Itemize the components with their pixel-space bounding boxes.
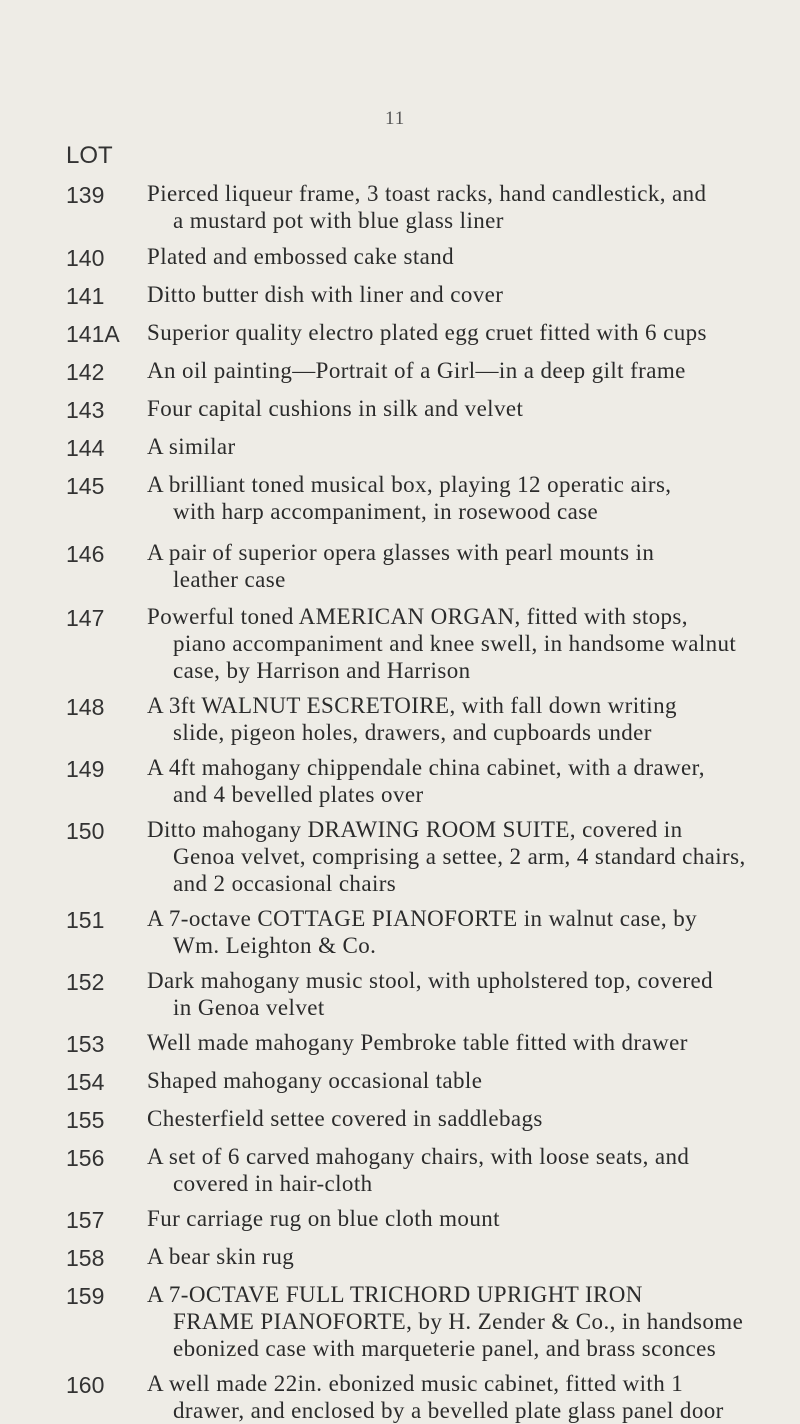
lot-number: 153 (66, 1031, 105, 1057)
lot-number: 143 (66, 397, 105, 423)
lot-description: Plated and embossed cake stand (147, 244, 455, 269)
page-number: 11 (385, 108, 406, 129)
lot-description: Chesterfield settee covered in saddlebags (147, 1106, 543, 1131)
lot-description-continuation: Wm. Leighton & Co. (173, 933, 377, 958)
lot-description-continuation: and 4 bevelled plates over (173, 782, 424, 807)
lot-description-first-line: A pair of superior opera glasses with pearl mounts in (147, 540, 655, 565)
lot-description-continuation: a mustard pot with blue glass liner (173, 208, 504, 233)
lot-number: 156 (66, 1145, 105, 1171)
lot-description-continuation: drawer, and enclosed by a bevelled plate glass panel door (173, 1398, 724, 1423)
lot-number: 157 (66, 1207, 105, 1233)
lot-number: 144 (66, 435, 105, 461)
lot-entry (0, 1205, 800, 1239)
lot-description (147, 1370, 782, 1424)
lot-entry (0, 754, 800, 808)
lot-number: 150 (66, 818, 105, 844)
lot-description-first-line: A 3ft WALNUT ESCRETOIRE, with fall down writing (147, 693, 677, 718)
lot-entry (0, 243, 800, 277)
lot-entry (0, 180, 800, 234)
lot-entry (0, 1143, 800, 1197)
lot-number: 158 (66, 1245, 105, 1271)
lot-entry (0, 319, 800, 353)
lot-description-first-line: A set of 6 carved mahogany chairs, with loose seats, and (147, 1144, 690, 1169)
lot-description: Well made mahogany Pembroke table fitted with drawer (147, 1030, 688, 1055)
lot-description-first-line: A 7-octave COTTAGE PIANOFORTE in walnut case, by (147, 906, 697, 931)
lot-entry (0, 1029, 800, 1063)
lot-description-first-line: A well made 22in. ebonized music cabinet, fitted with 1 (147, 1371, 684, 1396)
lot-description: An oil painting—Portrait of a Girl—in a deep gilt frame (147, 358, 686, 383)
lot-entry (0, 395, 800, 429)
lot-entry (0, 539, 800, 593)
lot-entry (0, 1281, 800, 1362)
lot-entry (0, 1243, 800, 1277)
lot-description (147, 967, 782, 1021)
lot-description-continuation: with harp accompaniment, in rosewood case (173, 499, 599, 524)
lot-list (0, 180, 800, 1424)
lot-description-continuation: FRAME PIANOFORTE, by H. Zender & Co., in handsome ebonized case with marqueterie panel, and brass sconces (173, 1309, 744, 1361)
lot-entry (0, 905, 800, 959)
lot-number: 140 (66, 245, 105, 271)
lot-description: Fur carriage rug on blue cloth mount (147, 1206, 500, 1231)
lot-description-continuation: Genoa velvet, comprising a settee, 2 arm, 4 standard chairs, and 2 occasional chairs (173, 844, 746, 896)
lot-description-first-line: A 7-OCTAVE FULL TRICHORD UPRIGHT IRON (147, 1282, 643, 1307)
lot-description: Shaped mahogany occasional table (147, 1068, 483, 1093)
lot-number: 139 (66, 182, 105, 208)
lot-number: 141A (66, 321, 120, 347)
lot-number: 155 (66, 1107, 105, 1133)
lot-entry (0, 433, 800, 467)
lot-entry (0, 281, 800, 315)
lot-description (147, 754, 782, 808)
lot-description-continuation: leather case (173, 567, 286, 592)
lot-description (147, 816, 782, 897)
lot-description: Superior quality electro plated egg cruet fitted with 6 cups (147, 320, 707, 345)
lot-number: 149 (66, 756, 105, 782)
lot-description: Ditto butter dish with liner and cover (147, 282, 504, 307)
lot-description-continuation: covered in hair-cloth (173, 1171, 373, 1196)
lot-description-first-line: Pierced liqueur frame, 3 toast racks, hand candlestick, and (147, 181, 707, 206)
lot-description-first-line: A 4ft mahogany chippendale china cabinet, with a drawer, (147, 755, 705, 780)
lot-number: 141 (66, 283, 105, 309)
lot-number: 148 (66, 694, 105, 720)
lot-number: 142 (66, 359, 105, 385)
lot-description-first-line: A brilliant toned musical box, playing 12 operatic airs, (147, 472, 672, 497)
lot-description: A bear skin rug (147, 1244, 295, 1269)
lot-entry (0, 1370, 800, 1424)
lot-entry (0, 357, 800, 391)
lot-description-first-line: Ditto mahogany DRAWING ROOM SUITE, covered in (147, 817, 683, 842)
lot-description (147, 603, 782, 684)
lot-entry (0, 967, 800, 1021)
lot-description: A similar (147, 434, 236, 459)
lot-number: 146 (66, 541, 105, 567)
lot-description (147, 180, 782, 234)
lot-column-header: LOT (66, 142, 113, 169)
lot-description-continuation: in Genoa velvet (173, 995, 325, 1020)
lot-description (147, 539, 782, 593)
lot-number: 159 (66, 1283, 105, 1309)
lot-description-first-line: Dark mahogany music stool, with upholstered top, covered (147, 968, 713, 993)
lot-number: 152 (66, 969, 105, 995)
lot-number: 154 (66, 1069, 105, 1095)
lot-description-continuation: piano accompaniment and knee swell, in handsome walnut case, by Harrison and Harrison (173, 631, 737, 683)
lot-description-continuation: slide, pigeon holes, drawers, and cupboards under (173, 720, 652, 745)
lot-description (147, 1143, 782, 1197)
lot-number: 147 (66, 605, 105, 631)
lot-description (147, 1281, 782, 1362)
lot-number: 145 (66, 473, 105, 499)
lot-description: Four capital cushions in silk and velvet (147, 396, 524, 421)
lot-description (147, 471, 782, 525)
lot-entry (0, 1105, 800, 1139)
lot-description (147, 905, 782, 959)
lot-entry (0, 692, 800, 746)
lot-entry (0, 816, 800, 897)
lot-entry (0, 471, 800, 525)
lot-description (147, 692, 782, 746)
lot-description-first-line: Powerful toned AMERICAN ORGAN, fitted with stops, (147, 604, 688, 629)
lot-entry (0, 1067, 800, 1101)
lot-number: 160 (66, 1372, 105, 1398)
lot-number: 151 (66, 907, 105, 933)
lot-entry (0, 603, 800, 684)
